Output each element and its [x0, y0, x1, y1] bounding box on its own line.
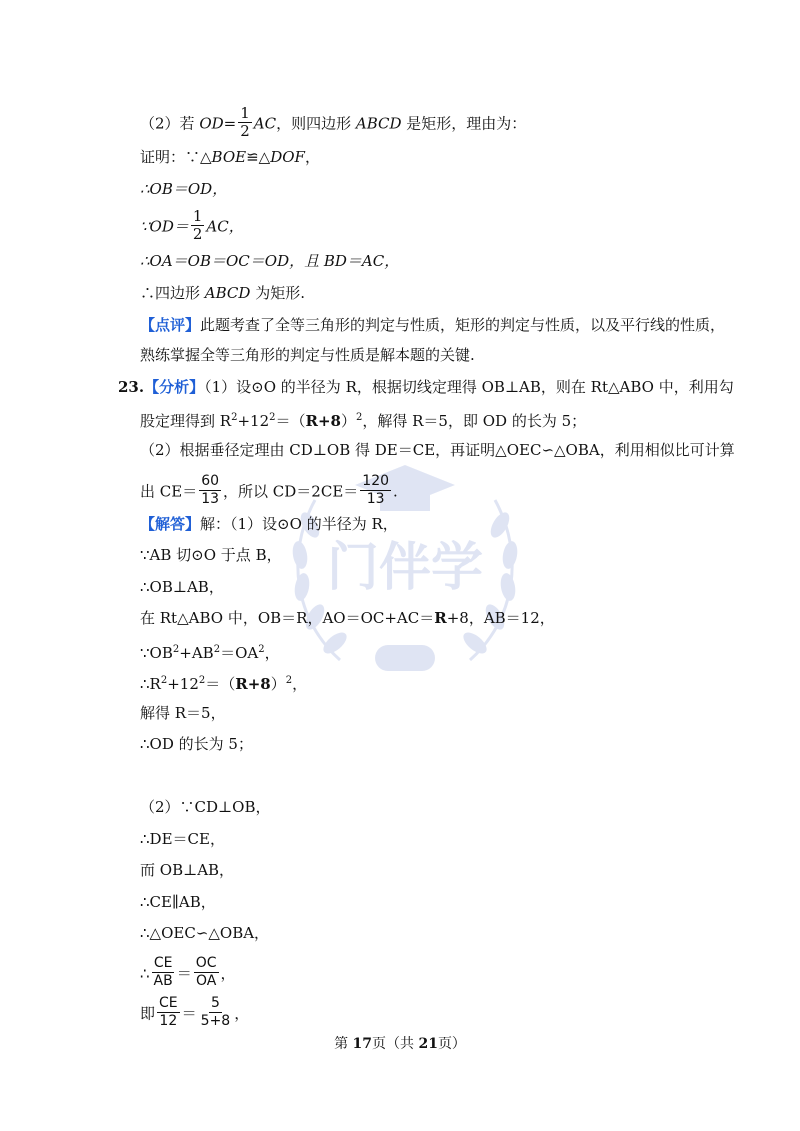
q23-analysis-line-2: 股定理得到 $R^2+12^2=(R+8)^2$，解得 R＝5，即 OD 的长为 5； — [140, 412, 587, 430]
fraction-ce-ab: $\frac{CE}{AB}$ — [153, 955, 173, 989]
answer-line-8: ∴OD 的长为 5； — [140, 735, 253, 753]
fraction-5-13: $\frac{5}{5+8}$ — [200, 995, 231, 1029]
answer-line-5: $\because OB^2+AB^2=OA^2$， — [140, 644, 280, 662]
analysis-tag: 【分析】 — [144, 378, 205, 396]
proof-line-5: ∴四边形 ABCD 为矩形. — [140, 284, 305, 302]
comment-line-1: 【点评】此题考查了全等三角形的判定与性质，矩形的判定与性质，以及平行线的性质， — [140, 316, 726, 334]
answer-line-7: 解得 R＝5， — [140, 704, 226, 722]
answer-line-2: ∵AB 切⊙O 于点 B， — [140, 546, 282, 564]
answer-tag: 【解答】 — [140, 515, 201, 533]
fraction-120-13: $\frac{120}{13}$ — [362, 473, 390, 507]
proof-line-1: 证明：∵△BOE≌△DOF， — [140, 148, 320, 166]
q23-analysis-line-4: 出 CE＝ $\frac{60}{13}$ ，所以 CD＝2CE＝ $\frac{120}{13}$ . — [140, 473, 398, 507]
answer-part2-line-6: ∴ $\frac{CE}{AB}$ ＝ $\frac{OC}{OA}$ ， — [140, 955, 236, 989]
page-number: 17 — [352, 1036, 372, 1052]
answer-line-1: 【解答】解：（1）设⊙O 的半径为 R， — [140, 515, 398, 533]
q23-analysis-line-1: 23.【分析】（1）设⊙O 的半径为 R，根据切线定理得 OB⊥AB，则在 Rt△ABO 中，利用勾 — [118, 378, 734, 396]
answer-part2-line-5: ∴△OEC∽△OBA， — [140, 924, 270, 942]
page-footer: 第 17页（共 21页） — [334, 1036, 466, 1052]
total-pages: 21 — [418, 1036, 438, 1052]
watermark-brand: 门伴学 — [326, 538, 484, 598]
fraction-ce-12: $\frac{CE}{12}$ — [159, 995, 178, 1029]
answer-line-6: $\therefore R^2+12^2=(R+8)^2$， — [140, 675, 308, 693]
proof-line-4: ∴OA＝OB＝OC＝OD，且 BD＝AC， — [140, 252, 400, 270]
question-number: 23. — [118, 378, 145, 396]
fraction-oc-oa: $\frac{OC}{OA}$ — [195, 955, 217, 989]
answer-part2-line-1: （2）∵CD⊥OB， — [140, 798, 271, 816]
proof-line-2: ∴OB＝OD， — [140, 180, 228, 198]
answer-part2-line-4: ∴CE∥AB， — [140, 893, 216, 911]
answer-part2-line-2: ∴DE＝CE， — [140, 830, 225, 848]
part2-intro: （2）若 OD= $\frac{1}{2}$ AC，则四边形 ABCD 是矩形，理由为： — [140, 104, 527, 140]
answer-line-4: 在 Rt△ABO 中，OB＝R，AO＝OC+AC＝R+8，AB＝12， — [140, 609, 555, 627]
answer-line-3: ∴OB⊥AB， — [140, 578, 224, 596]
proof-line-3: ∵OD＝ $\frac{1}{2}$ AC， — [140, 207, 244, 243]
answer-part2-line-7: 即 $\frac{CE}{12}$ ＝ $\frac{5}{5+8}$ ， — [140, 995, 250, 1029]
fraction-one-half-2: $\frac{1}{2}$ — [192, 207, 203, 243]
fraction-60-13: $\frac{60}{13}$ — [201, 473, 220, 507]
comment-tag: 【点评】 — [140, 316, 201, 334]
fraction-one-half: $\frac{1}{2}$ — [240, 104, 250, 140]
q23-analysis-line-3: （2）根据垂径定理由 CD⊥OB 得 DE＝CE，再证明△OEC∽△OBA，利用相似比可计算 — [140, 441, 735, 459]
answer-part2-line-3: 而 OB⊥AB， — [140, 861, 235, 879]
comment-line-2: 熟练掌握全等三角形的判定与性质是解本题的关键. — [140, 346, 475, 364]
